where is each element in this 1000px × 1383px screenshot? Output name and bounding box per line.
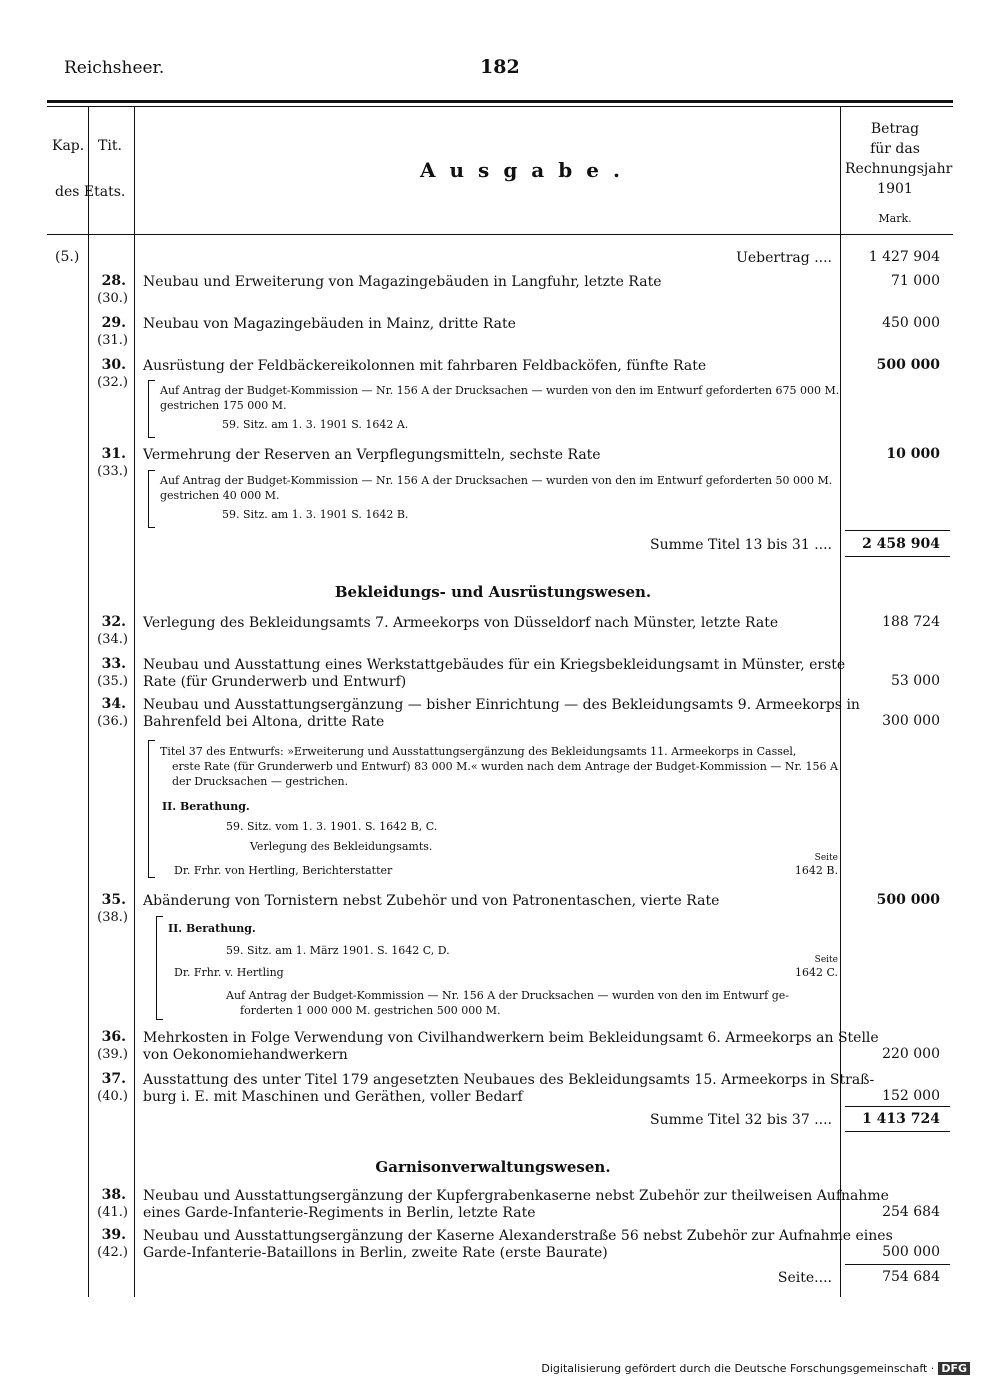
note-session: 59. Sitz. vom 1. 3. 1901. S. 1642 B, C.: [226, 820, 438, 833]
sum-rule: [845, 1131, 950, 1132]
note-text: Auf Antrag der Budget-Kommission — Nr. 156 A der Drucksachen — wurden von den im Entwurf ge-: [226, 989, 789, 1002]
note-text: Auf Antrag der Budget-Kommission — Nr. 156 A der Drucksachen — wurden von den im Entwurf geforderten 675 000 M.: [160, 384, 840, 397]
note-heading: II. Berathung.: [168, 922, 256, 935]
note-bracket: [148, 380, 155, 438]
entry-text-line: Neubau und Ausstattungsergänzung der Kupfergrabenkaserne nebst Zubehör zur theilweisen Aufnahme: [143, 1188, 889, 1204]
entry-amount: 300 000: [882, 713, 940, 729]
titel-number: 33.: [101, 656, 126, 672]
note-reporter: Dr. Frhr. v. Hertling: [174, 966, 284, 979]
sum-rule: [845, 1264, 950, 1265]
titel-old-number: (39.): [97, 1047, 128, 1062]
titel-number: 38.: [101, 1187, 126, 1203]
sum-label: Summe Titel 32 bis 37 ....: [650, 1112, 832, 1128]
titel-old-number: (32.): [97, 375, 128, 390]
entry-amount: 220 000: [882, 1046, 940, 1062]
titel-number: 32.: [101, 614, 126, 630]
entry-text: Neubau von Magazingebäuden in Mainz, dritte Rate: [143, 316, 516, 332]
note-bracket: [148, 740, 155, 878]
entry-amount: 188 724: [882, 614, 940, 630]
head-rule: [47, 234, 953, 235]
titel-old-number: (40.): [97, 1089, 128, 1104]
entry-text-line: Garde-Infanterie-Bataillons in Berlin, zweite Rate (erste Baurate): [143, 1245, 608, 1261]
seite-amount: 754 684: [882, 1269, 940, 1285]
entry-text: Verlegung des Bekleidungsamts 7. Armeekorps von Düsseldorf nach Münster, letzte Rate: [143, 615, 779, 631]
section-heading: Bekleidungs- und Ausrüstungswesen.: [334, 583, 652, 601]
titel-number: 31.: [101, 446, 126, 462]
titel-number: 34.: [101, 696, 126, 712]
titel-old-number: (38.): [97, 910, 128, 925]
entry-amount: 53 000: [891, 673, 940, 689]
note-text: gestrichen 40 000 M.: [160, 489, 280, 502]
note-page: 1642 C.: [794, 966, 838, 979]
entry-amount: 450 000: [882, 315, 940, 331]
titel-old-number: (41.): [97, 1205, 128, 1220]
entry-amount: 10 000: [886, 446, 940, 462]
top-rule: [47, 100, 953, 103]
titel-number: 36.: [101, 1029, 126, 1045]
titel-number: 39.: [101, 1227, 126, 1243]
entry-text: Ausrüstung der Feldbäckereikolonnen mit fahrbaren Feldbacköfen, fünfte Rate: [143, 358, 707, 374]
kap-header: Kap.: [52, 138, 85, 154]
entry-amount: 500 000: [876, 357, 940, 373]
titel-number: 29.: [101, 315, 126, 331]
entry-text-line: eines Garde-Infanterie-Regiments in Berlin, letzte Rate: [143, 1205, 536, 1221]
sum-label: Summe Titel 13 bis 31 ....: [650, 537, 832, 553]
col-divider-kap: [88, 107, 89, 1297]
note-subject: Verlegung des Bekleidungsamts.: [250, 840, 433, 853]
uebertrag-label: Uebertrag ....: [736, 250, 832, 266]
entry-text-line: von Oekonomiehandwerkern: [143, 1047, 348, 1063]
ausgabe-title: Ausgabe.: [420, 158, 634, 182]
betrag-line-4: 1901: [877, 181, 913, 197]
entry-text-line: Mehrkosten in Folge Verwendung von Civilhandwerkern beim Bekleidungsamt 6. Armeekorps an Stelle: [143, 1030, 879, 1046]
titel-old-number: (34.): [97, 632, 128, 647]
titel-old-number: (36.): [97, 714, 128, 729]
note-session: 59. Sitz. am 1. 3. 1901 S. 1642 A.: [222, 418, 409, 431]
entry-amount: 71 000: [891, 273, 940, 289]
titel-old-number: (31.): [97, 333, 128, 348]
titel-number: 30.: [101, 357, 126, 373]
note-heading: II. Berathung.: [162, 800, 250, 813]
note-text: Auf Antrag der Budget-Kommission — Nr. 156 A der Drucksachen — wurden von den im Entwurf geforderten 50 000 M.: [160, 474, 833, 487]
entry-text-line: burg i. E. mit Maschinen und Geräthen, voller Bedarf: [143, 1089, 523, 1105]
entry-text: Vermehrung der Reserven an Verpflegungsmitteln, sechste Rate: [143, 447, 601, 463]
note-seite: Seite: [814, 853, 838, 863]
page-number: 182: [480, 56, 520, 78]
note-text: erste Rate (für Grunderwerb und Entwurf) 83 000 M.« wurden nach dem Antrage der Budget-Kommission — Nr. 156 A: [172, 760, 838, 773]
entry-text-line: Ausstattung des unter Titel 179 angesetzten Neubaues des Bekleidungsamts 15. Armeekorps in Straß-: [143, 1072, 875, 1088]
note-reporter: Dr. Frhr. von Hertling, Berichterstatter: [174, 864, 393, 877]
dfg-logo: DFG: [938, 1362, 970, 1375]
note-text: gestrichen 175 000 M.: [160, 399, 287, 412]
titel-number: 28.: [101, 273, 126, 289]
kap-value: (5.): [55, 249, 80, 265]
betrag-line-2: für das: [870, 141, 920, 157]
note-seite: Seite: [814, 955, 838, 965]
entry-text-line: Rate (für Grunderwerb und Entwurf): [143, 674, 407, 690]
entry-amount: 152 000: [882, 1088, 940, 1104]
titel-old-number: (33.): [97, 464, 128, 479]
entry-text-line: Neubau und Ausstattungsergänzung — bisher Einrichtung — des Bekleidungsamts 9. Armeekorps in: [143, 697, 860, 713]
note-text: forderten 1 000 000 M. gestrichen 500 000 M.: [240, 1004, 501, 1017]
titel-number: 35.: [101, 892, 126, 908]
sum-amount: 1 413 724: [862, 1111, 940, 1127]
note-text: Titel 37 des Entwurfs: »Erweiterung und Ausstattungsergänzung des Bekleidungsamts 11. Armeekorps in Cassel,: [160, 745, 797, 758]
des-etats-header: des Etats.: [55, 184, 126, 200]
entry-text-line: Neubau und Ausstattung eines Werkstattgebäudes für ein Kriegsbekleidungsamt in Münster, erste: [143, 657, 846, 673]
section-heading: Garnisonverwaltungswesen.: [375, 1158, 611, 1176]
running-head: Reichsheer.: [64, 58, 165, 78]
betrag-line-1: Betrag: [870, 121, 920, 137]
entry-amount: 254 684: [882, 1204, 940, 1220]
entry-text-line: Neubau und Ausstattungsergänzung der Kaserne Alexanderstraße 56 nebst Zubehör zur Aufnahme eines: [143, 1228, 893, 1244]
note-bracket: [156, 916, 163, 1020]
note-session: 59. Sitz. am 1. März 1901. S. 1642 C, D.: [226, 944, 450, 957]
footer-text: Digitalisierung gefördert durch die Deutsche Forschungsgemeinschaft ·: [541, 1362, 935, 1375]
entry-amount: 500 000: [876, 892, 940, 908]
unit-label: Mark.: [878, 212, 912, 225]
titel-old-number: (35.): [97, 674, 128, 689]
digitization-footer: [541, 1362, 970, 1375]
betrag-line-3: Rechnungsjahr: [845, 161, 953, 177]
entry-amount: 500 000: [882, 1244, 940, 1260]
seite-label: Seite....: [777, 1270, 832, 1286]
top-rule-thin: [47, 106, 953, 107]
sum-rule: [845, 1106, 950, 1107]
note-session: 59. Sitz. am 1. 3. 1901 S. 1642 B.: [222, 508, 409, 521]
entry-text: Neubau und Erweiterung von Magazingebäuden in Langfuhr, letzte Rate: [143, 274, 662, 290]
col-divider-tit: [134, 107, 135, 1297]
titel-old-number: (30.): [97, 291, 128, 306]
note-text: der Drucksachen — gestrichen.: [172, 775, 349, 788]
note-bracket: [148, 470, 155, 528]
note-page: 1642 B.: [794, 864, 838, 877]
sum-amount: 2 458 904: [862, 536, 940, 552]
titel-number: 37.: [101, 1071, 126, 1087]
uebertrag-amount: 1 427 904: [868, 249, 940, 265]
entry-text-line: Bahrenfeld bei Altona, dritte Rate: [143, 714, 385, 730]
sum-rule: [845, 530, 950, 531]
sum-rule: [845, 556, 950, 557]
entry-text: Abänderung von Tornistern nebst Zubehör und von Patronentaschen, vierte Rate: [143, 893, 720, 909]
titel-old-number: (42.): [97, 1245, 128, 1260]
tit-header: Tit.: [98, 138, 122, 154]
